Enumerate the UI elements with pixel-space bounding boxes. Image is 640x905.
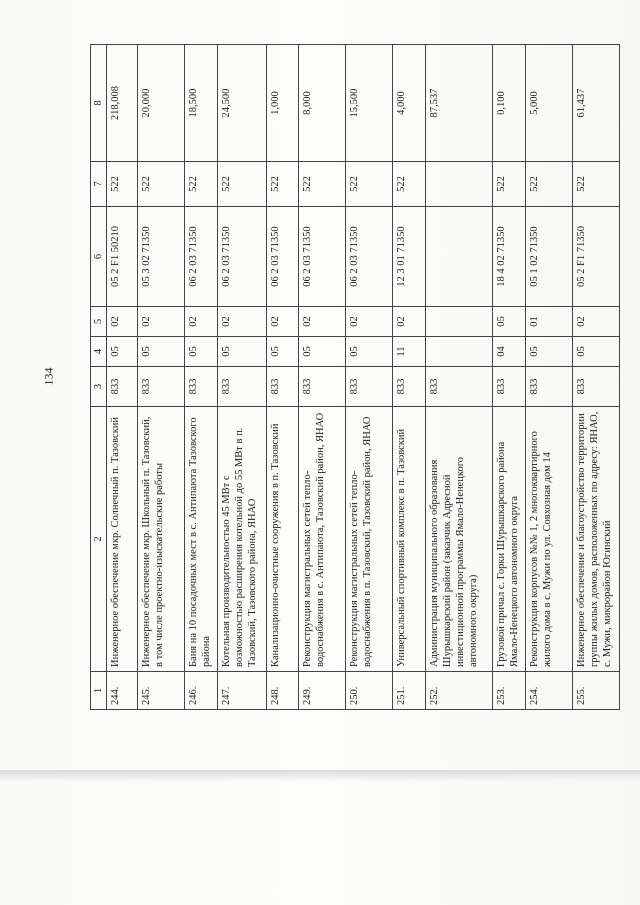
code-type: 522 <box>525 162 572 207</box>
code-subsection: 02 <box>266 307 299 337</box>
header-cell: 5 <box>91 307 107 337</box>
header-cell: 2 <box>91 407 107 672</box>
code-target: 18 4 02 71350 <box>493 207 526 307</box>
code-subsection: 01 <box>525 307 572 337</box>
code-target: 06 2 03 71350 <box>217 207 266 307</box>
row-number: 252. <box>425 672 492 710</box>
code-type: 522 <box>138 162 185 207</box>
amount: 18,500 <box>185 45 218 162</box>
code-ministry: 833 <box>393 367 426 407</box>
amount: 4,000 <box>393 45 426 162</box>
code-target: 05 2 F1 50210 <box>107 207 138 307</box>
code-section: 05 <box>138 337 185 367</box>
code-type: 522 <box>493 162 526 207</box>
amount: 218,008 <box>107 45 138 162</box>
page-number: 134 <box>41 367 56 386</box>
table-row <box>346 45 393 710</box>
table-row <box>185 45 218 710</box>
item-name: Грузовой причал с. Горки Шурышкарского района Ямало-Ненецкого автономного округа <box>493 407 526 672</box>
header-cell: 7 <box>91 162 107 207</box>
table-row <box>493 45 526 710</box>
code-section: 05 <box>525 337 572 367</box>
code-section: 11 <box>393 337 426 367</box>
code-ministry: 833 <box>185 367 218 407</box>
amount: 5,000 <box>525 45 572 162</box>
code-section: 05 <box>107 337 138 367</box>
item-name: Баня на 10 посадочных мест в с. Антипаюта Тазовского района <box>185 407 218 672</box>
table-row <box>425 45 492 710</box>
row-number: 248. <box>266 672 299 710</box>
code-target: 05 2 F1 71350 <box>572 207 619 307</box>
code-type <box>425 162 492 207</box>
code-ministry: 833 <box>299 367 346 407</box>
amount: 8,000 <box>299 45 346 162</box>
amount: 61,437 <box>572 45 619 162</box>
header-cell: 8 <box>91 45 107 162</box>
code-section: 05 <box>266 337 299 367</box>
item-name: Котельная производительностью 45 МВт с возможностью расширения котельной до 55 МВт в п. Тазовский, Тазовского района, ЯНАО <box>217 407 266 672</box>
code-ministry: 833 <box>493 367 526 407</box>
item-name: Реконструкция магистральных сетей тепло-водоснабжения в с. Антипаюта, Тазовский район, ЯНАО <box>299 407 346 672</box>
code-subsection <box>425 307 492 337</box>
code-target: 06 2 03 71350 <box>299 207 346 307</box>
scan-edge-shadow <box>0 770 640 782</box>
header-cell: 4 <box>91 337 107 367</box>
code-section: 05 <box>217 337 266 367</box>
rotated-table-container <box>90 45 620 710</box>
code-target: 05 1 02 71350 <box>525 207 572 307</box>
code-ministry: 833 <box>107 367 138 407</box>
amount: 87,537 <box>425 45 492 162</box>
table-row <box>217 45 266 710</box>
code-section <box>425 337 492 367</box>
table-row <box>138 45 185 710</box>
table-row <box>572 45 619 710</box>
row-number: 244. <box>107 672 138 710</box>
code-target: 12 3 01 71350 <box>393 207 426 307</box>
table-header-row <box>91 45 107 710</box>
code-subsection: 02 <box>572 307 619 337</box>
code-subsection: 02 <box>346 307 393 337</box>
code-subsection: 02 <box>393 307 426 337</box>
code-target: 06 2 03 71350 <box>266 207 299 307</box>
code-ministry: 833 <box>138 367 185 407</box>
table-row <box>299 45 346 710</box>
row-number: 249. <box>299 672 346 710</box>
code-section: 05 <box>572 337 619 367</box>
code-section: 05 <box>299 337 346 367</box>
code-section: 05 <box>185 337 218 367</box>
header-cell: 1 <box>91 672 107 710</box>
code-ministry: 833 <box>346 367 393 407</box>
table-row <box>107 45 138 710</box>
amount: 0,100 <box>493 45 526 162</box>
item-name: Реконструкция магистральных сетей тепло-водоснабжения в п. Тазовский, Тазовский район, ЯНАО <box>346 407 393 672</box>
row-number: 251. <box>393 672 426 710</box>
item-name: Канализационно-очистные сооружения в п. Тазовский <box>266 407 299 672</box>
table-row <box>525 45 572 710</box>
row-number: 247. <box>217 672 266 710</box>
amount: 20,000 <box>138 45 185 162</box>
header-cell: 6 <box>91 207 107 307</box>
code-target: 06 2 03 71350 <box>185 207 218 307</box>
code-target: 05 3 02 71350 <box>138 207 185 307</box>
row-number: 254. <box>525 672 572 710</box>
code-type: 522 <box>217 162 266 207</box>
row-number: 253. <box>493 672 526 710</box>
header-cell: 3 <box>91 367 107 407</box>
item-name: Инженерное обеспечение мкр. Солнечный п. Тазовский <box>107 407 138 672</box>
code-type: 522 <box>299 162 346 207</box>
row-number: 245. <box>138 672 185 710</box>
code-subsection: 02 <box>185 307 218 337</box>
item-name: Администрация муниципального образования Шурышкарский район (заказчик Адресной инвестиционной программы Ямало-Ненецкого автономного округа) <box>425 407 492 672</box>
code-subsection: 02 <box>299 307 346 337</box>
row-number: 246. <box>185 672 218 710</box>
code-subsection: 05 <box>493 307 526 337</box>
amount: 15,500 <box>346 45 393 162</box>
amount: 1,000 <box>266 45 299 162</box>
code-section: 05 <box>346 337 393 367</box>
code-ministry: 833 <box>572 367 619 407</box>
code-type: 522 <box>572 162 619 207</box>
row-number: 255. <box>572 672 619 710</box>
budget-table <box>90 44 620 710</box>
code-ministry: 833 <box>217 367 266 407</box>
code-subsection: 02 <box>217 307 266 337</box>
table-row <box>266 45 299 710</box>
item-name: Инженерное обеспечение и благоустройство территории группы жилых домов, расположенных по адресу: ЯНАО, с. Мужи, микрорайон Югинский <box>572 407 619 672</box>
table-row <box>393 45 426 710</box>
code-subsection: 02 <box>138 307 185 337</box>
code-section: 04 <box>493 337 526 367</box>
code-type: 522 <box>393 162 426 207</box>
item-name: Универсальный спортивный комплекс в п. Тазовский <box>393 407 426 672</box>
code-target <box>425 207 492 307</box>
code-ministry: 833 <box>525 367 572 407</box>
code-target: 06 2 03 71350 <box>346 207 393 307</box>
row-number: 250. <box>346 672 393 710</box>
code-type: 522 <box>185 162 218 207</box>
item-name: Инженерное обеспечение мкр. Школьный п. Тазовский, в том числе проектно-изыскательские работы <box>138 407 185 672</box>
item-name: Реконструкция корпусов №№ 1, 2 многоквартирного жилого дома в с. Мужи по ул. Совхозная дом 14 <box>525 407 572 672</box>
code-ministry: 833 <box>425 367 492 407</box>
code-type: 522 <box>346 162 393 207</box>
amount: 24,500 <box>217 45 266 162</box>
code-type: 522 <box>107 162 138 207</box>
code-type: 522 <box>266 162 299 207</box>
code-ministry: 833 <box>266 367 299 407</box>
code-subsection: 02 <box>107 307 138 337</box>
